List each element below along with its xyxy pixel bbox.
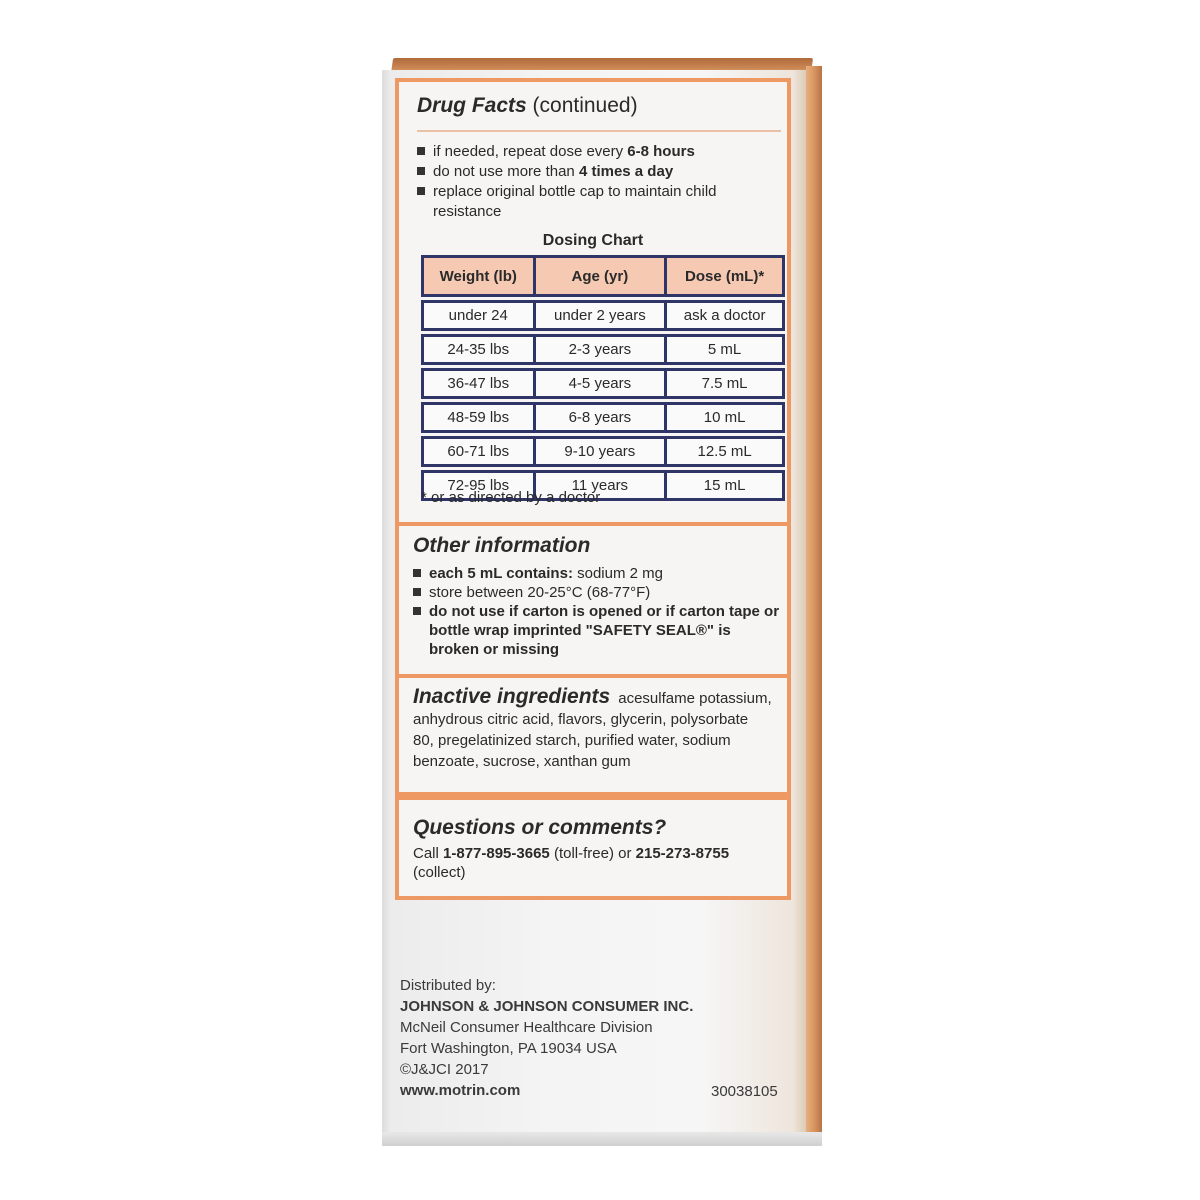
call-text: Call: [413, 845, 444, 862]
bullet-bold-text: each 5 mL contains:: [429, 565, 573, 582]
cell-dose: ask a doctor: [666, 302, 784, 330]
drug-facts-title-suffix: (continued): [532, 94, 638, 117]
table-row: [423, 404, 784, 432]
questions-panel: [395, 796, 791, 900]
distributed-by-label: Distributed by:: [400, 977, 496, 994]
cell-weight: 24-35 lbs: [423, 336, 535, 364]
carton-right-edge: [806, 66, 822, 1142]
bullet-text: if needed, repeat dose every: [433, 143, 628, 160]
list-item: [417, 162, 777, 182]
cell-dose: 7.5 mL: [666, 370, 784, 398]
bullet-square-icon: [417, 167, 425, 175]
list-item: [413, 602, 783, 659]
cell-age: 11 years: [534, 472, 666, 500]
column-header-weight: Weight (lb): [423, 257, 535, 296]
list-item: [413, 564, 783, 583]
cell-age: 9-10 years: [534, 438, 666, 466]
column-header-age: Age (yr): [534, 257, 666, 296]
cell-dose: 10 mL: [666, 404, 784, 432]
bullet-text: replace original bottle cap to maintain child resistance: [433, 183, 717, 220]
bullet-text: store between 20-25°C (68-77°F): [429, 584, 651, 601]
cell-age: under 2 years: [534, 302, 666, 330]
phone-tollfree: 1-877-895-3665: [443, 845, 550, 862]
table-row: [423, 336, 784, 364]
division-name: McNeil Consumer Healthcare Division: [400, 1019, 653, 1036]
carton-bottom-edge: [382, 1132, 822, 1146]
bullet-square-icon: [417, 187, 425, 195]
directions-list: [417, 142, 777, 222]
cell-dose: 15 mL: [666, 472, 784, 500]
other-information-list: [413, 564, 783, 659]
address: Fort Washington, PA 19034 USA: [400, 1040, 617, 1057]
product-code: 30038105: [711, 1083, 778, 1100]
cell-age: 6-8 years: [534, 404, 666, 432]
table-row: [423, 370, 784, 398]
cell-age: 4-5 years: [534, 370, 666, 398]
cell-weight: under 24: [423, 302, 535, 330]
bullet-text: sodium 2 mg: [572, 565, 663, 582]
website-link[interactable]: www.motrin.com: [400, 1082, 521, 1099]
cell-weight: 48-59 lbs: [423, 404, 535, 432]
inactive-ingredients-title: Inactive ingredients: [413, 685, 611, 708]
cell-weight: 72-95 lbs: [423, 472, 535, 500]
questions-title: Questions or comments?: [413, 816, 667, 839]
bullet-bold-text: 6-8 hours: [627, 143, 695, 160]
tollfree-text: (toll-free) or: [549, 845, 636, 862]
bullet-square-icon: [417, 147, 425, 155]
cell-dose: 5 mL: [666, 336, 784, 364]
list-item: [417, 142, 777, 162]
phone-collect: 215-273-8755: [635, 845, 730, 862]
table-row: [423, 438, 784, 466]
copyright: ©J&JCI 2017: [400, 1061, 489, 1078]
table-row: [423, 302, 784, 330]
inactive-ingredients-block: [413, 686, 773, 772]
inactive-ingredients-text: acesulfame potassium, anhydrous citric acid, flavors, glycerin, polysorbate 80, pregelatinized starch, purified water, sodium benzoate, sucrose, xanthan gum: [413, 690, 772, 770]
drug-facts-title: Drug Facts: [417, 94, 527, 117]
questions-body: [413, 844, 783, 882]
dosing-chart-table: [421, 255, 785, 501]
drug-facts-header: [417, 94, 638, 118]
cell-age: 2-3 years: [534, 336, 666, 364]
other-information-panel: [395, 522, 791, 678]
column-header-dose: Dose (mL)*: [666, 257, 784, 296]
company-name: JOHNSON & JOHNSON CONSUMER INC.: [400, 998, 694, 1015]
bullet-bold-text: do not use if carton is opened or if carton tape or bottle wrap imprinted "SAFETY SEAL®" is broken or missing: [429, 603, 780, 658]
bullet-text: do not use more than: [433, 163, 579, 180]
bullet-bold-text: 4 times a day: [578, 163, 674, 180]
cell-weight: 36-47 lbs: [423, 370, 535, 398]
cell-weight: 60-71 lbs: [423, 438, 535, 466]
dosing-footnote: * or as directed by a doctor: [421, 489, 601, 506]
header-divider: [417, 130, 781, 132]
bullet-square-icon: [413, 607, 421, 615]
bullet-square-icon: [413, 569, 421, 577]
drug-facts-panel: [395, 78, 791, 526]
collect-text: (collect): [413, 864, 466, 881]
bullet-square-icon: [413, 588, 421, 596]
inactive-ingredients-panel: [395, 678, 791, 796]
cell-dose: 12.5 mL: [666, 438, 784, 466]
dosing-chart-title: Dosing Chart: [542, 232, 644, 249]
list-item: [417, 182, 777, 222]
list-item: [413, 583, 783, 602]
other-information-title: Other information: [413, 534, 591, 557]
